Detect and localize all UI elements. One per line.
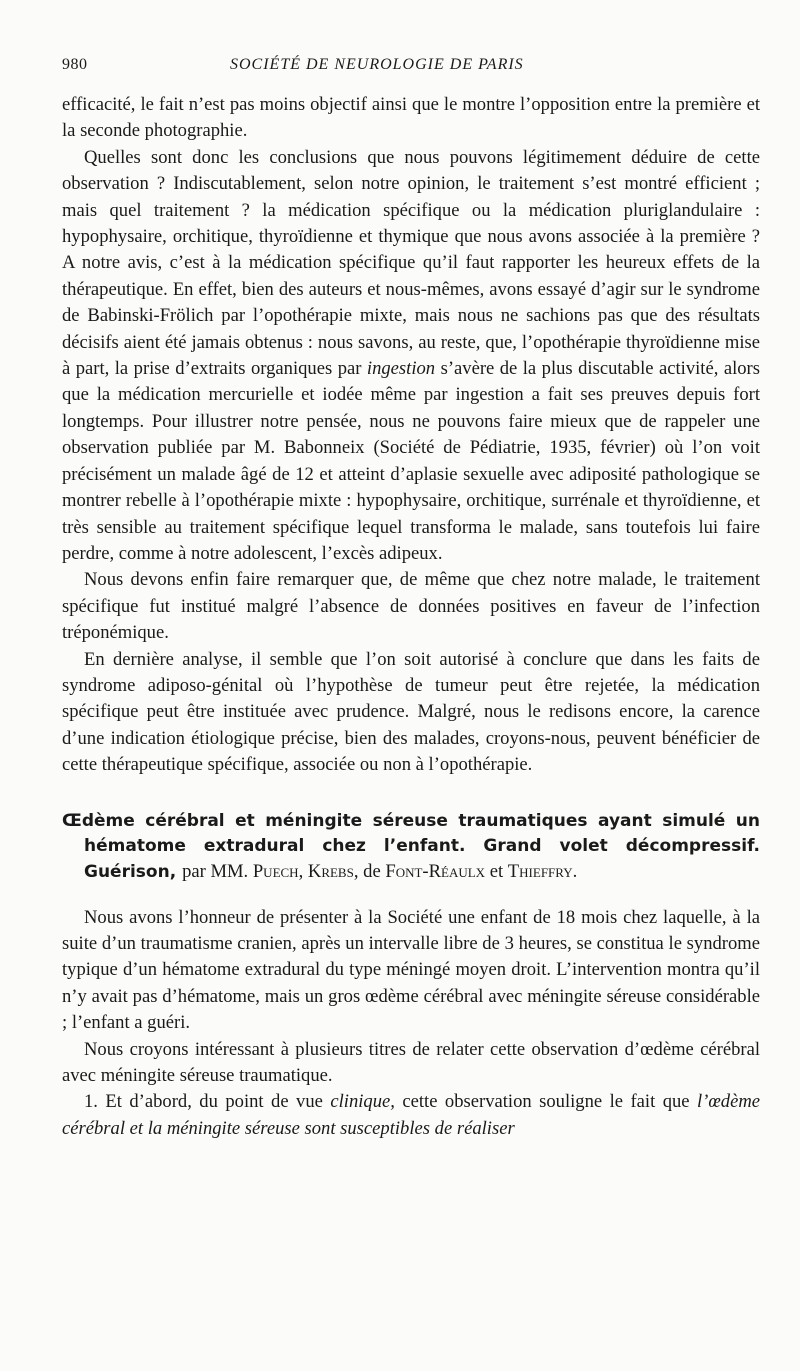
author-font-reaulx: Font-Réaulx — [385, 860, 486, 882]
article-authors — [182, 861, 577, 882]
author-thieffry: Thieffry. — [507, 860, 578, 882]
author-de: de — [363, 860, 381, 882]
page-number: 980 — [62, 56, 88, 73]
clinical-point-start: 1. Et d’abord, du point de vue — [84, 1091, 323, 1113]
page-header — [62, 56, 762, 84]
authors-prefix: par MM. — [182, 860, 249, 882]
clinical-point-mid: cette observation souligne le fait que — [402, 1091, 690, 1113]
paragraph-conclusions-end: s’avère de la plus discutable activité, alors que la médication mercurielle et iodée même par ingestion a fait ses preuves depuis fort longtemps. Pour illustrer notre pensée, nous ne pouvons faire mieux que de rappeler une observation publiée par M. Babonneix (Société de Pédiatrie, 1935, février) où l’on voit précisément un malade âgé de 12 et atteint d’aplasie sexuelle avec adiposité pathologique se montrer rebelle à l’opothérapie mixte : hypophysaire, orchitique, surrénale et thyroïdienne, et très sensible au traitement spécifique lequel transforma le malade, sans toutefois lui faire perdre, comme à notre adolescent, l’excès adipeux. — [62, 358, 760, 564]
paragraph-continuation: efficacité, le fait n’est pas moins objectif ainsi que le montre l’opposition entre la première et la seconde photographie. — [62, 94, 760, 142]
running-head: SOCIÉTÉ DE NEUROLOGIE DE PARIS — [230, 56, 524, 73]
paragraph-case-presentation: Nous avons l’honneur de présenter à la Société une enfant de 18 mois chez laquelle, à la suite d’un traumatisme cranien, après un intervalle libre de 3 heures, se constitua le syndrome typique d’un hématome extradural du type méningé moyen droit. L’intervention montra qu’il n’y avait pas d’hématome, mais un gros œdème cérébral avec méningite séreuse considérable ; l’enfant a guéri. — [62, 906, 760, 1034]
article-title-text: Œdème cérébral et méningite séreuse traumatiques ayant simulé un hématome extradural chez l’enfant. Grand volet décompressif. Guérison, — [62, 810, 760, 882]
paragraph-final-analysis: En dernière analyse, il semble que l’on soit autorisé à conclure que dans les faits de syndrome adiposo-génital où l’hypothèse de tumeur peut être rejetée, la médication spécifique peut être instituée avec prudence. Malgré, nous le redisons encore, la carence d’une indication étiologique précise, bien des malades, croyons-nous, peuvent bénéficier de cette thérapeutique spécifique, associée ou non à l’opothérapie. — [62, 648, 760, 776]
italic-clinical-claim: l’œdème cérébral et la méningite séreuse sont susceptibles de réaliser — [62, 1091, 761, 1139]
paragraph-clinical-point — [62, 1089, 760, 1142]
paragraph-remark: Nous devons enfin faire remarquer que, de même que chez notre malade, le traitement spécifique fut institué malgré l’absence de données positives en faveur de l’infection tréponémique. — [62, 569, 760, 644]
authors-and: et — [489, 860, 504, 882]
paragraph-conclusions-text: Quelles sont donc les conclusions que nous pouvons légitimement déduire de cette observation ? Indiscutablement, selon notre opinion, le traitement s’est montré efficient ; mais quel traitement ? la médication spécifique ou la médication pluriglandulaire : hypophysaire, orchitique, thyroïdienne et thymique que nous avons associée à la première ? A notre avis, c’est à la médication spécifique qu’il faut rapporter les heureux effets de la thérapeutique. En effet, bien des auteurs et nous-mêmes, avons essayé d’agir sur le syndrome de Babinski-Frölich par l’opothérapie mixte, mais nous ne sachions pas que des résultats décisifs aient été jamais obtenus : nous savons, au reste, que, l’opothérapie thyroïdienne mise à part, la prise d’extraits organiques par — [62, 146, 760, 380]
author-puech: Puech, — [252, 860, 304, 882]
author-krebs: Krebs, — [307, 860, 359, 882]
italic-ingestion: ingestion — [366, 358, 436, 380]
paragraph-conclusions — [62, 145, 760, 568]
page-body — [62, 92, 760, 1142]
italic-clinique: clinique, — [330, 1091, 395, 1113]
article-title — [62, 809, 760, 885]
paragraph-interest: Nous croyons intéressant à plusieurs titres de relater cette observation d’œdème cérébral avec méningite séreuse traumatique. — [62, 1038, 760, 1086]
